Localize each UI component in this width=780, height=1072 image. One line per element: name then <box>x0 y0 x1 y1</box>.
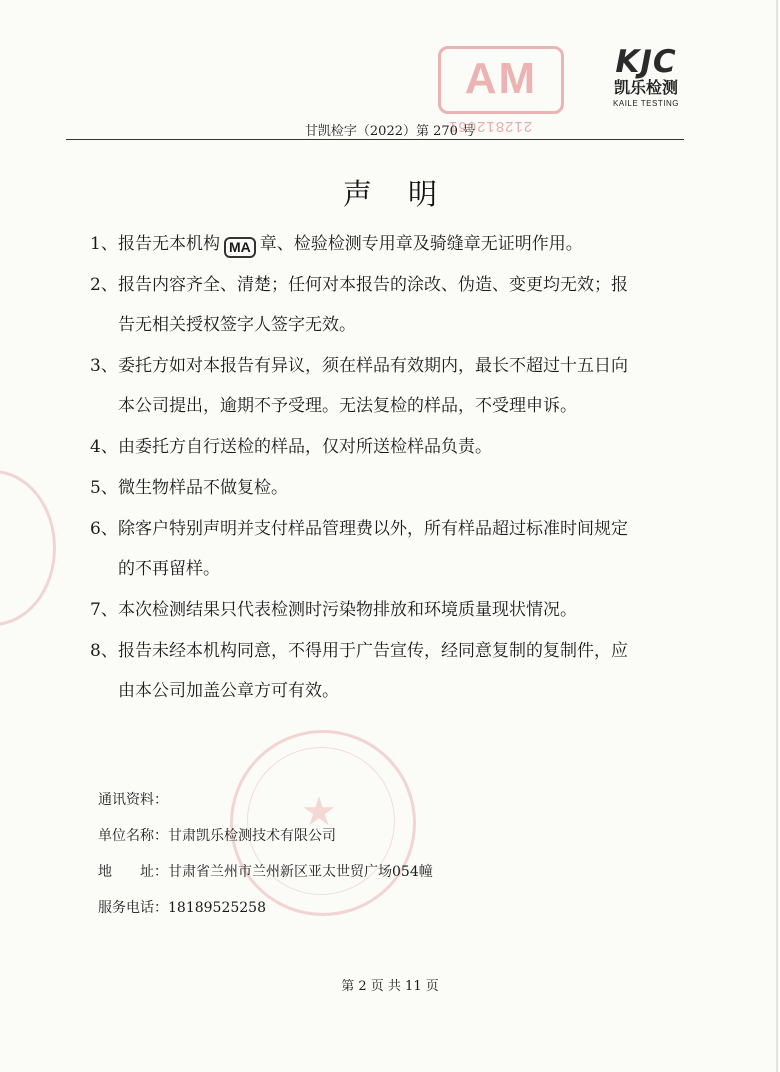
contact-phone-row <box>98 898 433 934</box>
contact-company-row <box>98 826 433 862</box>
declaration-item-4: 4、由委托方自行送检的样品，仅对所送检样品负责。 <box>90 437 492 457</box>
logo-english-name: KAILE TESTING <box>613 99 679 108</box>
declaration-item-5: 5、微生物样品不做复检。 <box>90 478 288 498</box>
cma-mark-icon: MA <box>224 237 256 258</box>
logo-chinese-name: 凯乐检测 <box>613 78 678 97</box>
declaration-item-6: 6、除客户特别声明并支付样品管理费以外，所有样品超过标准时间规定 的不再留样。 <box>90 519 628 579</box>
report-number: 甘凯检字（2022）第 270 号 <box>304 124 476 139</box>
seal-star-icon: ★ <box>301 789 337 835</box>
company-address: 甘肃省兰州市兰州新区亚太世贸广场054幢 <box>168 864 433 880</box>
cma-stamp: AM <box>438 46 564 114</box>
declaration-item-8: 8、报告未经本机构同意，不得用于广告宣传，经同意复制的复制件，应 由本公司加盖公章方可有效。 <box>90 641 628 701</box>
scan-edge <box>776 0 778 1072</box>
declaration-item-1: 1、报告无本机构 MA 章、检验检测专用章及骑缝章无证明作用。 <box>90 224 694 264</box>
address-label: 地 址： <box>98 864 168 880</box>
company-label: 单位名称： <box>98 828 168 844</box>
contact-heading: 通讯资料： <box>98 792 168 808</box>
company-logo <box>596 46 696 109</box>
company-name: 甘肃凯乐检测技术有限公司 <box>168 828 336 844</box>
contact-info <box>98 790 433 934</box>
header-divider <box>66 139 684 140</box>
declaration-item-2: 2、报告内容齐全、清楚；任何对本报告的涂改、伪造、变更均无效；报 告无相关授权签字人签字无效。 <box>90 275 628 335</box>
declaration-list <box>90 224 694 712</box>
official-seal-left <box>0 470 56 626</box>
contact-address-row <box>98 862 433 898</box>
service-phone: 18189525258 <box>168 900 266 916</box>
declaration-item-7: 7、本次检测结果只代表检测时污染物排放和环境质量现状情况。 <box>90 600 577 620</box>
phone-label: 服务电话： <box>98 900 168 916</box>
logo-mark: KJC <box>615 44 677 80</box>
cma-stamp-number: 212812061 <box>448 118 533 135</box>
page-title: 声明 <box>342 177 473 211</box>
page-number: 第 2 页 共 11 页 <box>341 979 439 994</box>
declaration-item-3: 3、委托方如对本报告有异议，须在样品有效期内，最长不超过十五日向 本公司提出，逾期不予受理。无法复检的样品，不受理申诉。 <box>90 356 628 416</box>
